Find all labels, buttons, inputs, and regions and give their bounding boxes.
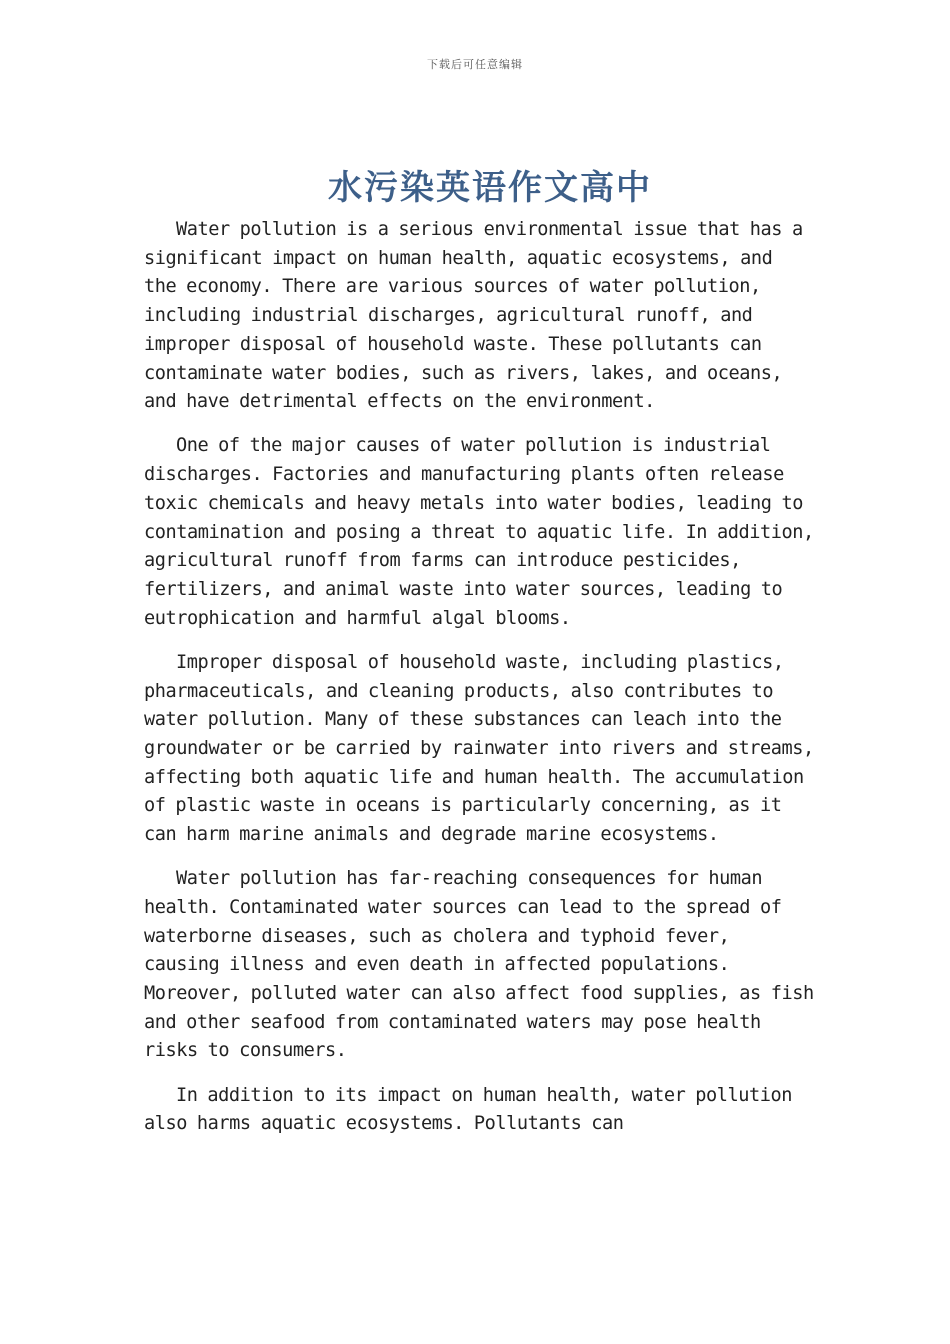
header-note: 下载后可任意编辑 xyxy=(427,58,523,71)
paragraph-4: Water pollution has far-reaching consequences for human health. Contaminated water sources can lead to the spread of waterborne diseases, such as cholera and typhoid fever, causing illness and even death in affected populations. Moreover, polluted water can also affect food supplies, as fish and other seafood from contaminated waters may pose health risks to consumers. xyxy=(144,868,814,1062)
paragraph-2: One of the major causes of water pollution is industrial discharges. Factories and manufacturing plants often release toxic chemicals and heavy metals into water bodies, leading to contamination and posing a threat to aquatic life. In addition, agricultural runoff from farms can introduce pesticides, fertilizers, and animal waste into water sources, leading to eutrophication and harmful algal blooms. xyxy=(144,435,814,629)
essay-body xyxy=(144,216,814,1155)
paragraph-1: Water pollution is a serious environmental issue that has a significant impact on human health, aquatic ecosystems, and the economy. There are various sources of water pollution, including industrial discharges, agricultural runoff, and improper disposal of household waste. These pollutants can contaminate water bodies, such as rivers, lakes, and oceans, and have detrimental effects on the environment. xyxy=(144,219,803,413)
paragraph-5: In addition to its impact on human health, water pollution also harms aquatic ecosystems. Pollutants can xyxy=(144,1084,792,1135)
page-title: 水污染英语作文高中 xyxy=(328,168,652,208)
paragraph-3: Improper disposal of household waste, including plastics, pharmaceuticals, and cleaning products, also contributes to water pollution. Many of these substances can leach into the groundwater or be carried by rainwater into rivers and streams, affecting both aquatic life and human health. The accumulation of plastic waste in oceans is particularly concerning, as it can harm marine animals and degrade marine ecosystems. xyxy=(144,651,814,846)
